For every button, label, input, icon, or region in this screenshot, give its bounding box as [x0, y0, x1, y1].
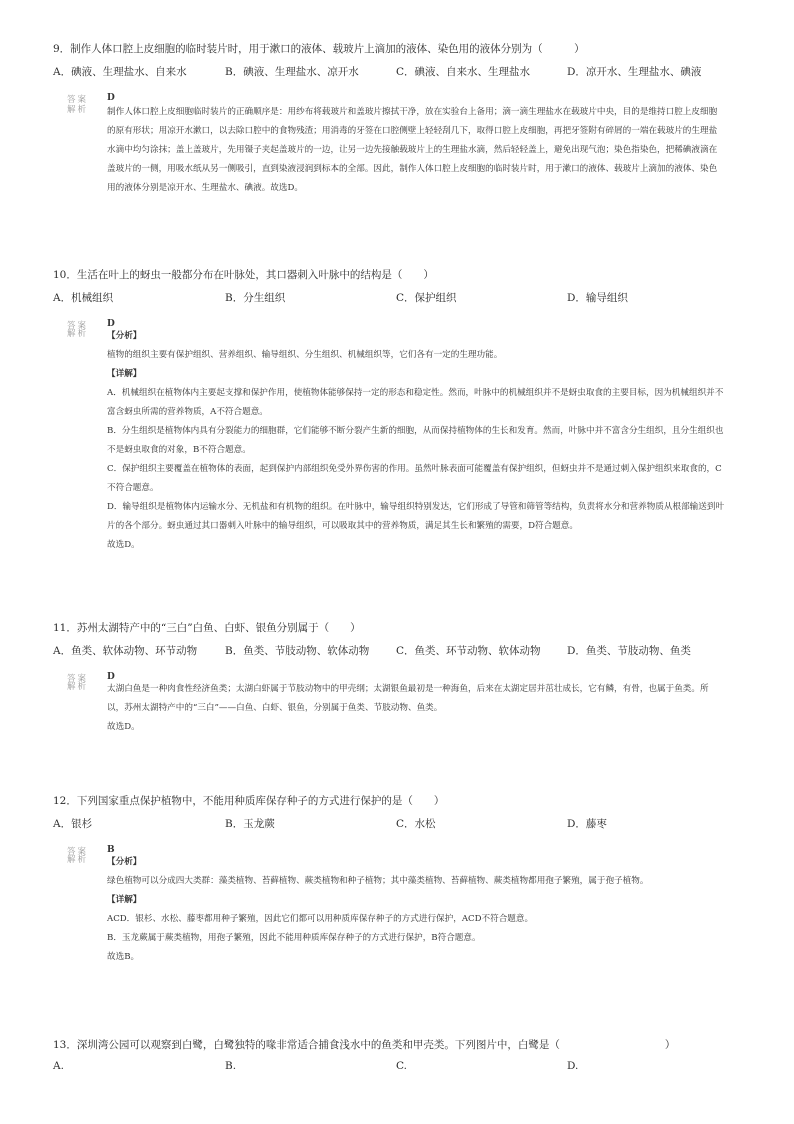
answer-label: 答案 — [67, 847, 89, 857]
explanation-line: B．分生组织是植物体内具有分裂能力的细胞群，它们能够不断分裂产生新的细胞，从而保持植物体的生长和发育。然而，叶脉中并不富含分生组织，且分生组织也不是蚜虫取食的对象，B不符合题意。 — [107, 426, 724, 455]
options-row — [53, 815, 753, 833]
explanation-line: 植物的组织主要有保护组织、营养组织、输导组织、分生组织、机械组织等，它们各有一定的生理功能。 — [107, 350, 503, 360]
section-tag-detail: 【详解】 — [107, 895, 142, 905]
option-b: B．玉龙蕨 — [225, 818, 275, 830]
analysis-label: 解析 — [67, 105, 89, 115]
options-row — [53, 642, 753, 660]
option-c: C. — [396, 1060, 407, 1072]
explanation — [67, 327, 753, 555]
option-a: A．鱼类、软体动物、环节动物 — [53, 645, 198, 657]
option-b: B. — [225, 1060, 237, 1072]
answer-value: D — [107, 319, 115, 329]
options-row — [53, 1057, 753, 1075]
option-d: D．藤枣 — [567, 818, 607, 830]
options-row — [53, 63, 753, 81]
option-c: C．水松 — [396, 818, 436, 830]
analysis-label: 解析 — [67, 682, 89, 692]
option-c: C．鱼类、环节动物、软体动物 — [396, 645, 541, 657]
answer-label: 答案 — [67, 674, 89, 684]
explanation-line: D．输导组织是植物体内运输水分、无机盐和有机物的组织。在叶脉中，输导组织特别发达，它们形成了导管和筛管等结构，负责将水分和营养物质从根部输送到叶片的各个部分。蚜虫通过其口器刺入叶脉中的输导组织，可以吸取其中的营养物质，满足其生长和繁殖的需要，D符合题意。 — [107, 502, 725, 531]
option-b: B．鱼类、节肢动物、软体动物 — [225, 645, 370, 657]
option-c: C．碘液、自来水、生理盐水 — [396, 66, 531, 78]
question-11 — [53, 620, 753, 737]
option-a: A．碘液、生理盐水、自来水 — [53, 66, 187, 78]
explanation-body — [107, 103, 725, 198]
option-b: B．碘液、生理盐水、凉开水 — [225, 66, 359, 78]
answer-value: D — [107, 672, 115, 682]
explanation-line: ACD．银杉、水松、藤枣都用种子繁殖，因此它们都可以用种质库保存种子的方式进行保护，ACD不符合题意。 — [107, 914, 534, 924]
explanation-line: 太湖白鱼是一种肉食性经济鱼类；太湖白虾属于节肢动物中的甲壳纲；太湖银鱼最初是一种海鱼，后来在太湖定居并茁壮成长，它有鳞，有骨，也属于鱼类。所以，苏州太湖特产中的“三白”——白鱼、白虾、银鱼，分别属于鱼类、节肢动物、鱼类。 — [107, 684, 709, 713]
section-tag-analysis: 【分析】 — [107, 331, 142, 341]
question-13 — [53, 1037, 753, 1075]
explanation — [67, 853, 753, 967]
explanation-line: 故选B。 — [107, 952, 140, 962]
option-a: A．机械组织 — [53, 292, 114, 304]
option-d: D．输导组织 — [567, 292, 628, 304]
explanation-body — [107, 680, 725, 737]
option-d: D．鱼类、节肢动物、鱼类 — [567, 645, 691, 657]
option-b: B．分生组织 — [225, 292, 286, 304]
answer-value: B — [107, 845, 115, 855]
explanation-body — [107, 327, 725, 555]
question-stem: 9．制作人体口腔上皮细胞的临时装片时，用于漱口的液体、载玻片上滴加的液体、染色用的液体分别为（ ） — [53, 43, 585, 55]
analysis-label: 解析 — [67, 329, 89, 339]
explanation — [67, 680, 753, 737]
section-tag-analysis: 【分析】 — [107, 857, 142, 867]
answer-value: D — [107, 93, 115, 103]
explanation-line: A．机械组织在植物体内主要起支撑和保护作用，使植物体能够保持一定的形态和稳定性。然而，叶脉中的机械组织并不是蚜虫取食的主要目标，因为机械组织并不富含蚜虫所需的营养物质，A不符合题意。 — [107, 388, 724, 417]
explanation-line: 故选D。 — [107, 722, 140, 732]
option-c: C．保护组织 — [396, 292, 457, 304]
explanation — [67, 103, 753, 198]
option-a: A．银杉 — [53, 818, 93, 830]
explanation-body — [107, 853, 725, 967]
question-12 — [53, 793, 753, 967]
answer-label: 答案 — [67, 95, 89, 105]
question-stem: 10．生活在叶上的蚜虫一般都分布在叶脉处，其口器刺入叶脉中的结构是（ ） — [53, 269, 434, 281]
question-stem: 12．下列国家重点保护植物中，不能用种质库保存种子的方式进行保护的是（ ） — [53, 795, 445, 807]
explanation-line: C．保护组织主要覆盖在植物体的表面，起到保护内部组织免受外界伤害的作用。虽然叶脉表面可能覆盖有保护组织，但蚜虫并不是通过刺入保护组织来取食的，C不符合题意。 — [107, 464, 722, 493]
explanation-line: 故选D。 — [107, 540, 140, 550]
question-9 — [53, 41, 753, 198]
answer-label: 答案 — [67, 321, 89, 331]
option-d: D．凉开水、生理盐水、碘液 — [567, 66, 702, 78]
question-stem: 13．深圳湾公园可以观察到白鹭，白鹭独特的喙非常适合捕食浅水中的鱼类和甲壳类。下列图片中，白鹭是（ ） — [53, 1039, 676, 1051]
options-row — [53, 289, 753, 307]
question-stem: 11．苏州太湖特产中的“三白”白鱼、白虾、银鱼分别属于（ ） — [53, 622, 361, 634]
option-d: D. — [567, 1060, 579, 1072]
explanation-line: 制作人体口腔上皮细胞临时装片的正确顺序是：用纱布将载玻片和盖玻片擦拭干净，放在实验台上备用；滴一滴生理盐水在载玻片中央，目的是维持口腔上皮细胞的原有形状；用凉开水漱口，以去除口腔中的食物残渣；用消毒的牙签在口腔侧壁上轻轻刮几下，取得口腔上皮细胞，再把牙签附有碎屑的一端在载玻片的生理盐水滴中均匀涂抹；盖上盖玻片，先用镊子夹起盖玻片的一边，让另一边先接触载玻片上的生理盐水滴，然后轻轻盖上，避免出现气泡；染色指染色，把稀碘液滴在盖玻片的一侧，用吸水纸从另一侧吸引，直到染液浸润到标本的全部。因此，制作人体口腔上皮细胞的临时装片时，用于漱口的液体、载玻片上滴加的液体、染色用的液体分别是凉开水、生理盐水、碘液。故选D。 — [107, 107, 718, 193]
section-tag-detail: 【详解】 — [107, 369, 142, 379]
explanation-line: B．玉龙蕨属于蕨类植物，用孢子繁殖，因此不能用种质库保存种子的方式进行保护，B符合题意。 — [107, 933, 481, 943]
explanation-line: 绿色植物可以分成四大类群：藻类植物、苔藓植物、蕨类植物和种子植物；其中藻类植物、苔藓植物、蕨类植物都用孢子繁殖，属于孢子植物。 — [107, 876, 649, 886]
question-10 — [53, 267, 753, 555]
option-a: A. — [53, 1060, 64, 1072]
analysis-label: 解析 — [67, 855, 89, 865]
